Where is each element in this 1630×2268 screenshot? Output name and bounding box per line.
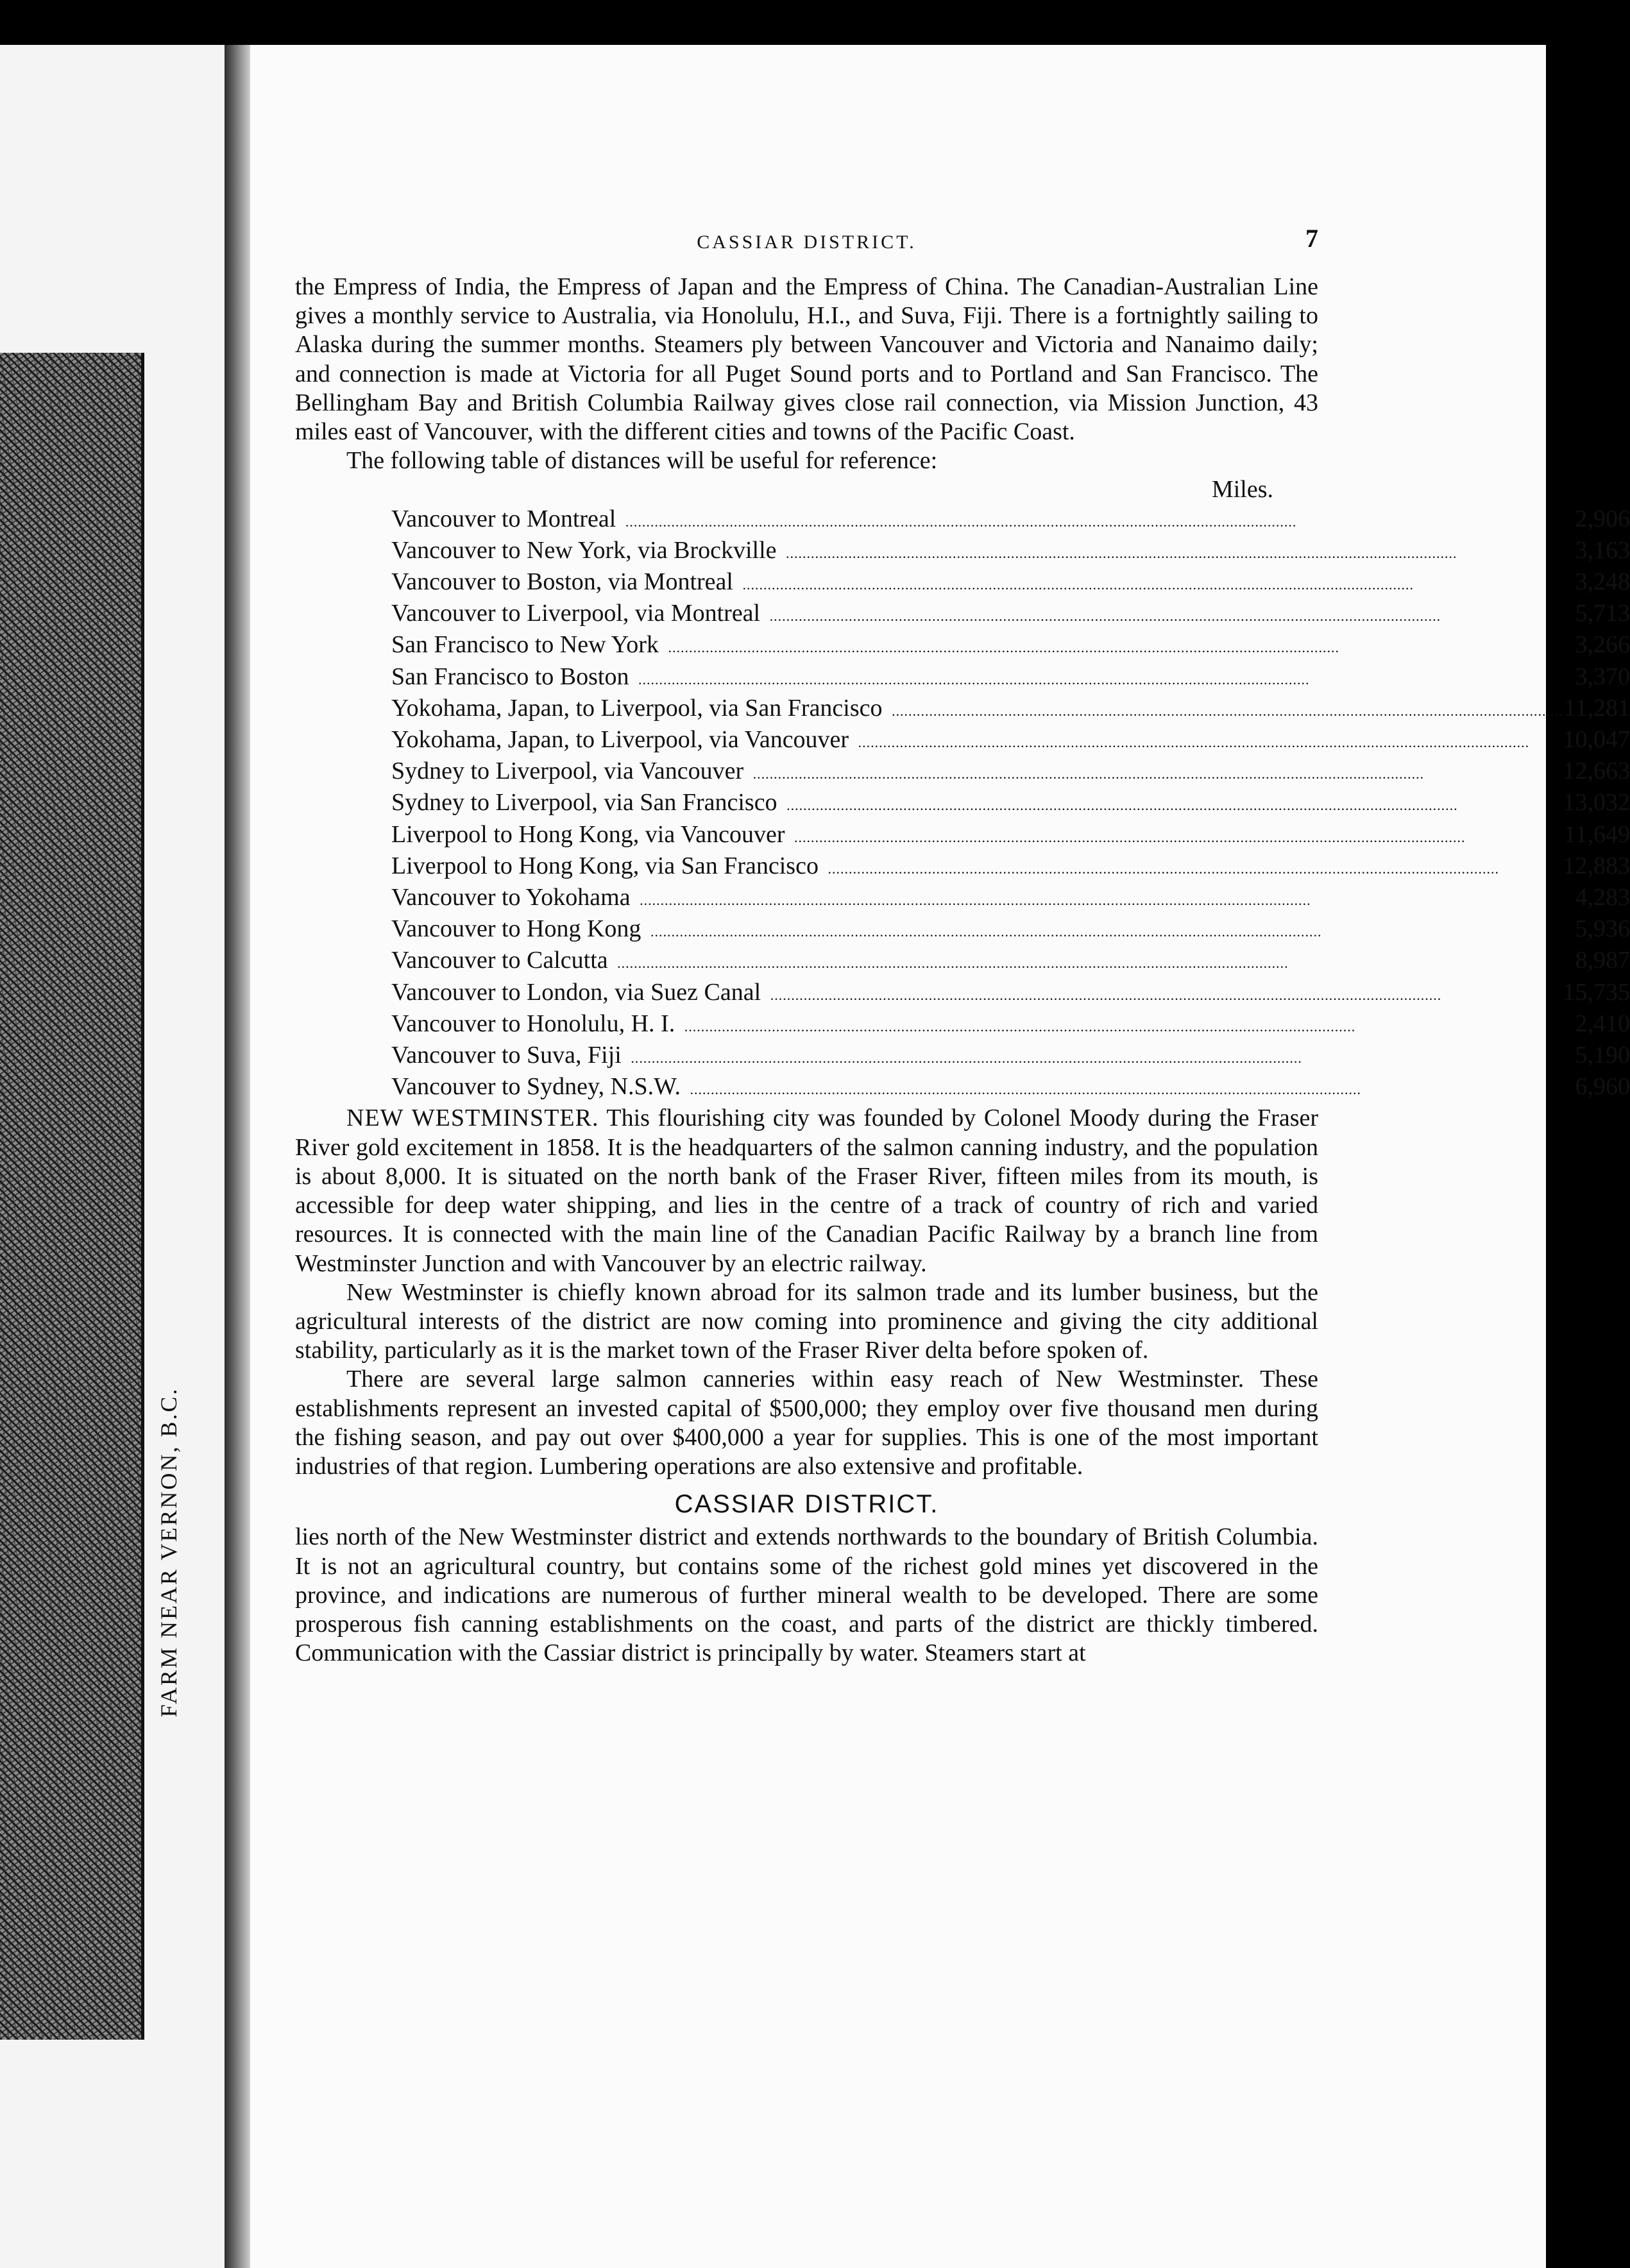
route-cell <box>391 663 1563 694</box>
miles-cell: 12,663 <box>1563 757 1630 785</box>
route-cell <box>391 757 1563 788</box>
route-cell <box>391 915 1563 946</box>
miles-cell: 2,410 <box>1575 1010 1630 1037</box>
route-label: Vancouver to London, via Suez Canal <box>391 979 766 1006</box>
left-page <box>0 45 225 2268</box>
table-intro: The following table of distances will be useful for reference: <box>346 447 938 475</box>
miles-cell: 13,032 <box>1563 789 1630 817</box>
route-label: Yokohama, Japan, to Liverpool, via San Francisco <box>391 695 888 722</box>
book-gutter <box>225 45 250 2268</box>
route-label: Vancouver to Sydney, N.S.W. <box>391 1073 686 1100</box>
route-cell <box>391 820 1563 852</box>
route-name <box>391 1041 1563 1072</box>
table-row <box>391 946 1630 977</box>
table-row <box>391 663 1630 694</box>
route-name <box>391 663 1563 694</box>
route-label: Vancouver to Suva, Fiji <box>391 1042 627 1069</box>
route-label: Vancouver to Yokohama <box>391 884 636 911</box>
table-row <box>391 1041 1630 1072</box>
distance-table <box>391 505 1630 1104</box>
route-label: Vancouver to Montreal <box>391 505 621 532</box>
route-cell <box>391 788 1563 820</box>
distance-table-body <box>391 505 1630 1104</box>
route-name <box>391 852 1563 883</box>
route-name <box>391 599 1563 630</box>
table-row <box>391 978 1630 1010</box>
miles-cell: 11,281 <box>1563 694 1630 722</box>
table-row <box>391 1072 1630 1104</box>
route-label: San Francisco to New York <box>391 631 664 658</box>
new-westminster-paragraph <box>295 1104 1318 1278</box>
route-name <box>391 694 1563 725</box>
illustration-caption <box>149 1199 188 1905</box>
route-label: Vancouver to Honolulu, H. I. <box>391 1010 680 1037</box>
route-label: Sydney to Liverpool, via Vancouver <box>391 757 749 784</box>
route-name <box>391 630 1563 662</box>
miles-cell: 3,163 <box>1575 536 1630 564</box>
miles-cell: 6,960 <box>1575 1073 1630 1101</box>
cassiar-paragraph: lies north of the New Westminster district and extends northwards to the boundary of British Columbia. It is not an agricultural country, but contains some of the richest gold mines yet discovered in the province, and indications are numerous of further mineral wealth to be developed. There are some prosperous fish canning establishments on the coast, and parts of the district are thickly timbered. Communication with the Cassiar district is principally by water. Steamers start at <box>295 1523 1318 1667</box>
miles-cell: 15,735 <box>1563 978 1630 1006</box>
route-name <box>391 788 1563 820</box>
route-name <box>391 536 1563 568</box>
page-number: 7 <box>1305 224 1318 253</box>
miles-cell: 12,883 <box>1563 852 1630 879</box>
route-name <box>391 757 1563 788</box>
table-row <box>391 820 1630 852</box>
route-name <box>391 505 1563 536</box>
table-row <box>391 568 1630 599</box>
miles-cell: 5,190 <box>1575 1042 1630 1069</box>
running-head: CASSIAR DISTRICT. <box>697 232 917 253</box>
miles-cell: 5,713 <box>1575 600 1630 627</box>
route-name <box>391 883 1563 915</box>
new-westminster-lead: NEW WESTMINSTER. <box>346 1104 599 1132</box>
miles-cell: 3,266 <box>1575 631 1630 659</box>
table-row <box>391 788 1630 820</box>
table-row <box>391 725 1630 757</box>
table-row <box>391 599 1630 630</box>
table-row <box>391 852 1630 883</box>
table-row <box>391 505 1630 536</box>
miles-cell: 11,649 <box>1563 820 1630 848</box>
route-cell <box>391 630 1563 662</box>
miles-column-header: Miles. <box>1211 476 1273 504</box>
miles-cell: 10,047 <box>1563 726 1630 754</box>
miles-cell: 3,370 <box>1575 663 1630 690</box>
page-header <box>295 224 1318 266</box>
intro-paragraph: the Empress of India, the Empress of Japan and the Empress of China. The Canadian-Australian Line gives a monthly service to Australia, via Honolulu, H.I., and Suva, Fiji. There is a fortnightly sailing to Alaska during the summer months. Steamers ply between Vancouver and Victoria and Nanaimo daily; and connection is made at Victoria for all Puget Sound ports and to Portland and San Francisco. The Bellingham Bay and British Columbia Railway gives close rail connection, via Mission Junction, 43 miles east of Vancouver, with the different cities and towns of the Pacific Coast. <box>295 273 1318 446</box>
route-label: Liverpool to Hong Kong, via San Francisco <box>391 852 824 879</box>
miles-cell: 4,283 <box>1575 884 1630 911</box>
route-label: Vancouver to Hong Kong <box>391 915 646 942</box>
route-label: Liverpool to Hong Kong, via Vancouver <box>391 821 790 848</box>
route-cell <box>391 1041 1563 1072</box>
route-label: Vancouver to New York, via Brockville <box>391 537 782 564</box>
route-cell <box>391 883 1563 915</box>
route-label: Yokohama, Japan, to Liverpool, via Vancouver <box>391 726 854 753</box>
route-name <box>391 1010 1563 1041</box>
miles-cell: 2,906 <box>1575 505 1630 532</box>
route-name <box>391 1072 1563 1104</box>
route-cell <box>391 599 1563 630</box>
route-name <box>391 568 1563 599</box>
route-name <box>391 820 1563 852</box>
cassiar-heading: CASSIAR DISTRICT. <box>674 1490 939 1519</box>
route-label: Vancouver to Calcutta <box>391 947 613 974</box>
route-label: Vancouver to Boston, via Montreal <box>391 568 738 595</box>
route-label: Vancouver to Liverpool, via Montreal <box>391 600 765 627</box>
new-westminster-trade-paragraph: New Westminster is chiefly known abroad for its salmon trade and its lumber business, but the agricultural interests of the district are now coming into prominence and giving the city additional stability, particularly as it is the market town of the Fraser River delta before spoken of. <box>295 1278 1318 1364</box>
table-row <box>391 915 1630 946</box>
route-cell <box>391 568 1563 599</box>
page-content <box>295 224 1630 1668</box>
new-westminster-text: This flourishing city was founded by Colonel Moody during the Fraser River gold excitement in 1858. It is the headquarters of the salmon canning industry, and the population is about 8,000. It is situated on the north bank of the Fraser River, fifteen miles from its mouth, is accessible for deep water shipping, and lies in the centre of a track of country of rich and varied resources. It is connected with the main line of the Canadian Pacific Railway by a branch line from Westminster Junction and with Vancouver by an electric railway. <box>295 1104 1319 1277</box>
route-label: Sydney to Liverpool, via San Francisco <box>391 789 783 816</box>
table-row <box>391 694 1630 725</box>
route-cell <box>391 1010 1563 1041</box>
route-cell <box>391 946 1563 977</box>
table-row <box>391 757 1630 788</box>
route-cell <box>391 725 1563 757</box>
route-cell <box>391 694 1563 725</box>
route-name <box>391 725 1563 757</box>
miles-cell: 8,987 <box>1575 947 1630 974</box>
route-label: San Francisco to Boston <box>391 663 634 690</box>
route-name <box>391 978 1563 1010</box>
route-cell <box>391 1072 1563 1104</box>
route-cell <box>391 852 1563 883</box>
table-row <box>391 883 1630 915</box>
route-name <box>391 946 1563 977</box>
route-name <box>391 915 1563 946</box>
caption-text: FARM NEAR VERNON, B.C. <box>156 1387 182 1718</box>
miles-cell: 5,936 <box>1575 915 1630 943</box>
table-row <box>391 1010 1630 1041</box>
route-cell <box>391 536 1563 568</box>
miles-cell: 3,248 <box>1575 568 1630 596</box>
table-row <box>391 536 1630 568</box>
farm-illustration <box>0 353 144 2040</box>
table-row <box>391 630 1630 662</box>
route-cell <box>391 505 1563 536</box>
route-cell <box>391 978 1563 1010</box>
canneries-paragraph: There are several large salmon canneries within easy reach of New Westminster. These establishments represent an invested capital of $500,000; they employ over five thousand men during the fishing season, and pay out over $400,000 a year for supplies. This is one of the most important industries of that region. Lumbering operations are also extensive and profitable. <box>295 1366 1318 1480</box>
